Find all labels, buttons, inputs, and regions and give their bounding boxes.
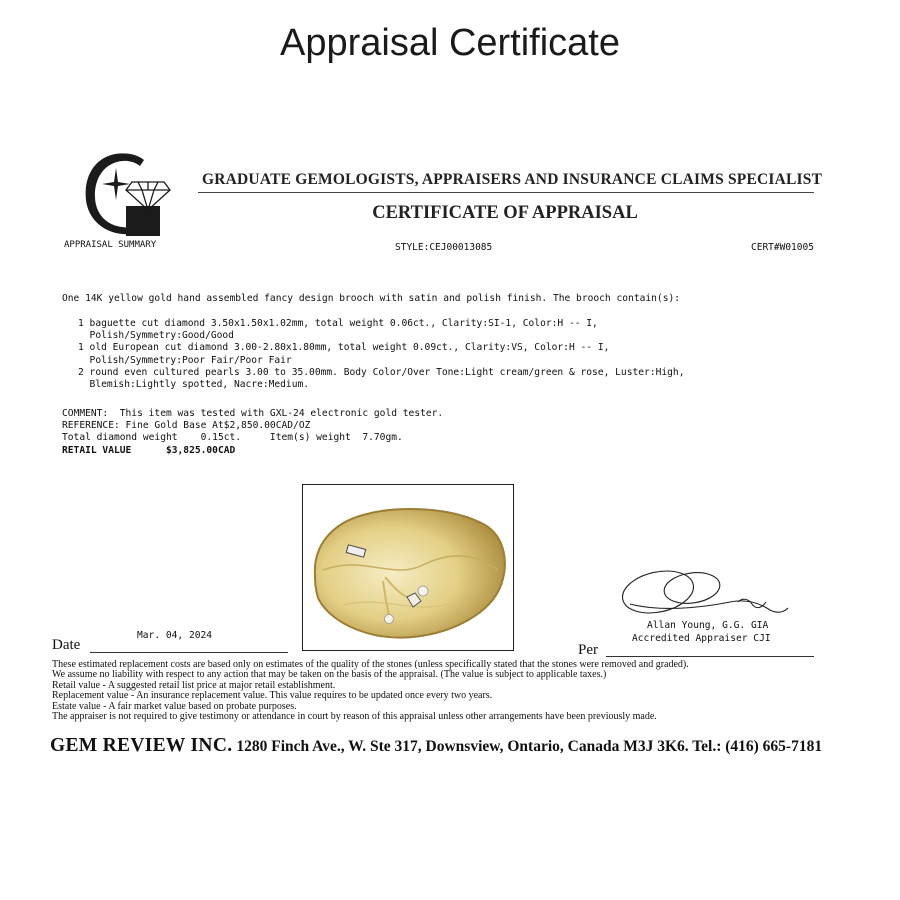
appraiser-title: Accredited Appraiser CJI (632, 633, 771, 644)
appraiser-name: Allan Young, G.G. GIA (647, 620, 769, 631)
total-weight-line: Total diamond weight 0.15ct. Item(s) weight 7.70gm. (62, 432, 403, 444)
stone-item-line: 1 baguette cut diamond 3.50x1.50x1.02mm, total weight 0.06ct., Clarity:SI-1, Color:H -- I, (78, 318, 598, 329)
reference-line: REFERENCE: Fine Gold Base At$2,850.00CAD/OZ (62, 420, 311, 432)
brooch-photo (302, 484, 514, 651)
cert-number: CERT#W01005 (751, 242, 814, 253)
disclaimer-line: The appraiser is not required to give testimony or attendance in court by reason of this appraisal unless other arrangements have been previously made. (52, 711, 657, 723)
gem-logo-icon (82, 148, 172, 240)
stone-item-line: Polish/Symmetry:Poor Fair/Poor Fair (78, 354, 292, 366)
disclaimer-line: We assume no liability with respect to any action that may be taken on the basis of the appraisal. (The value is subject to applicable taxes.) (52, 669, 607, 681)
footer-address: 1280 Finch Ave., W. Ste 317, Downsview, Ontario, Canada M3J 3K6. Tel.: (416) 665-7181 (236, 738, 823, 755)
stone-items-list (78, 318, 684, 391)
date-line (90, 652, 288, 653)
retail-value-line: RETAIL VALUE $3,825.00CAD (62, 444, 236, 456)
stone-item-line: Polish/Symmetry:Good/Good (78, 330, 234, 342)
comment-line: COMMENT: This item was tested with GXL-24 electronic gold tester. (62, 408, 444, 419)
description-intro: One 14K yellow gold hand assembled fancy design brooch with satin and polish finish. The brooch contain(s): (62, 293, 681, 304)
header-divider (198, 192, 814, 193)
page-title: Appraisal Certificate (279, 22, 621, 64)
disclaimer-line: Retail value - A suggested retail list price at major retail establishment. (52, 679, 336, 691)
stone-item-line: 1 old European cut diamond 3.00-2.80x1.80mm, total weight 0.09ct., Clarity:VS, Color:H -- I, (78, 342, 610, 354)
style-number: STYLE:CEJ00013085 (395, 242, 493, 253)
certificate-heading: CERTIFICATE OF APPRAISAL (372, 203, 638, 223)
disclaimer-line: These estimated replacement costs are based only on estimates of the quality of the stones (unless specifically stated that the stones were removed and graded). (52, 659, 689, 670)
brooch-image (303, 485, 513, 650)
appraisal-summary-label: APPRAISAL SUMMARY (64, 240, 157, 250)
date-value: Mar. 04, 2024 (137, 630, 213, 641)
disclaimer-line: Replacement value - An insurance replacement value. This value requires to be updated once every two years. (52, 690, 493, 702)
disclaimers (52, 660, 689, 722)
stone-item-line: 2 round even cultured pearls 3.00 to 35.00mm. Body Color/Over Tone:Light cream/green & rose, Luster:High, (78, 366, 685, 378)
appraiser-signature (610, 562, 790, 624)
details-block (62, 408, 443, 457)
footer-company-name: GEM REVIEW INC. (50, 735, 233, 756)
per-line (606, 656, 814, 657)
date-label: Date (52, 637, 81, 653)
footer (50, 735, 822, 757)
disclaimer-line: Estate value - A fair market value based on probate purposes. (52, 700, 297, 712)
stone-item-line: Blemish:Lightly spotted, Nacre:Medium. (78, 379, 310, 391)
header-specialist-line: GRADUATE GEMOLOGISTS, APPRAISERS AND INSURANCE CLAIMS SPECIALIST (202, 171, 823, 188)
per-label: Per (578, 642, 598, 658)
